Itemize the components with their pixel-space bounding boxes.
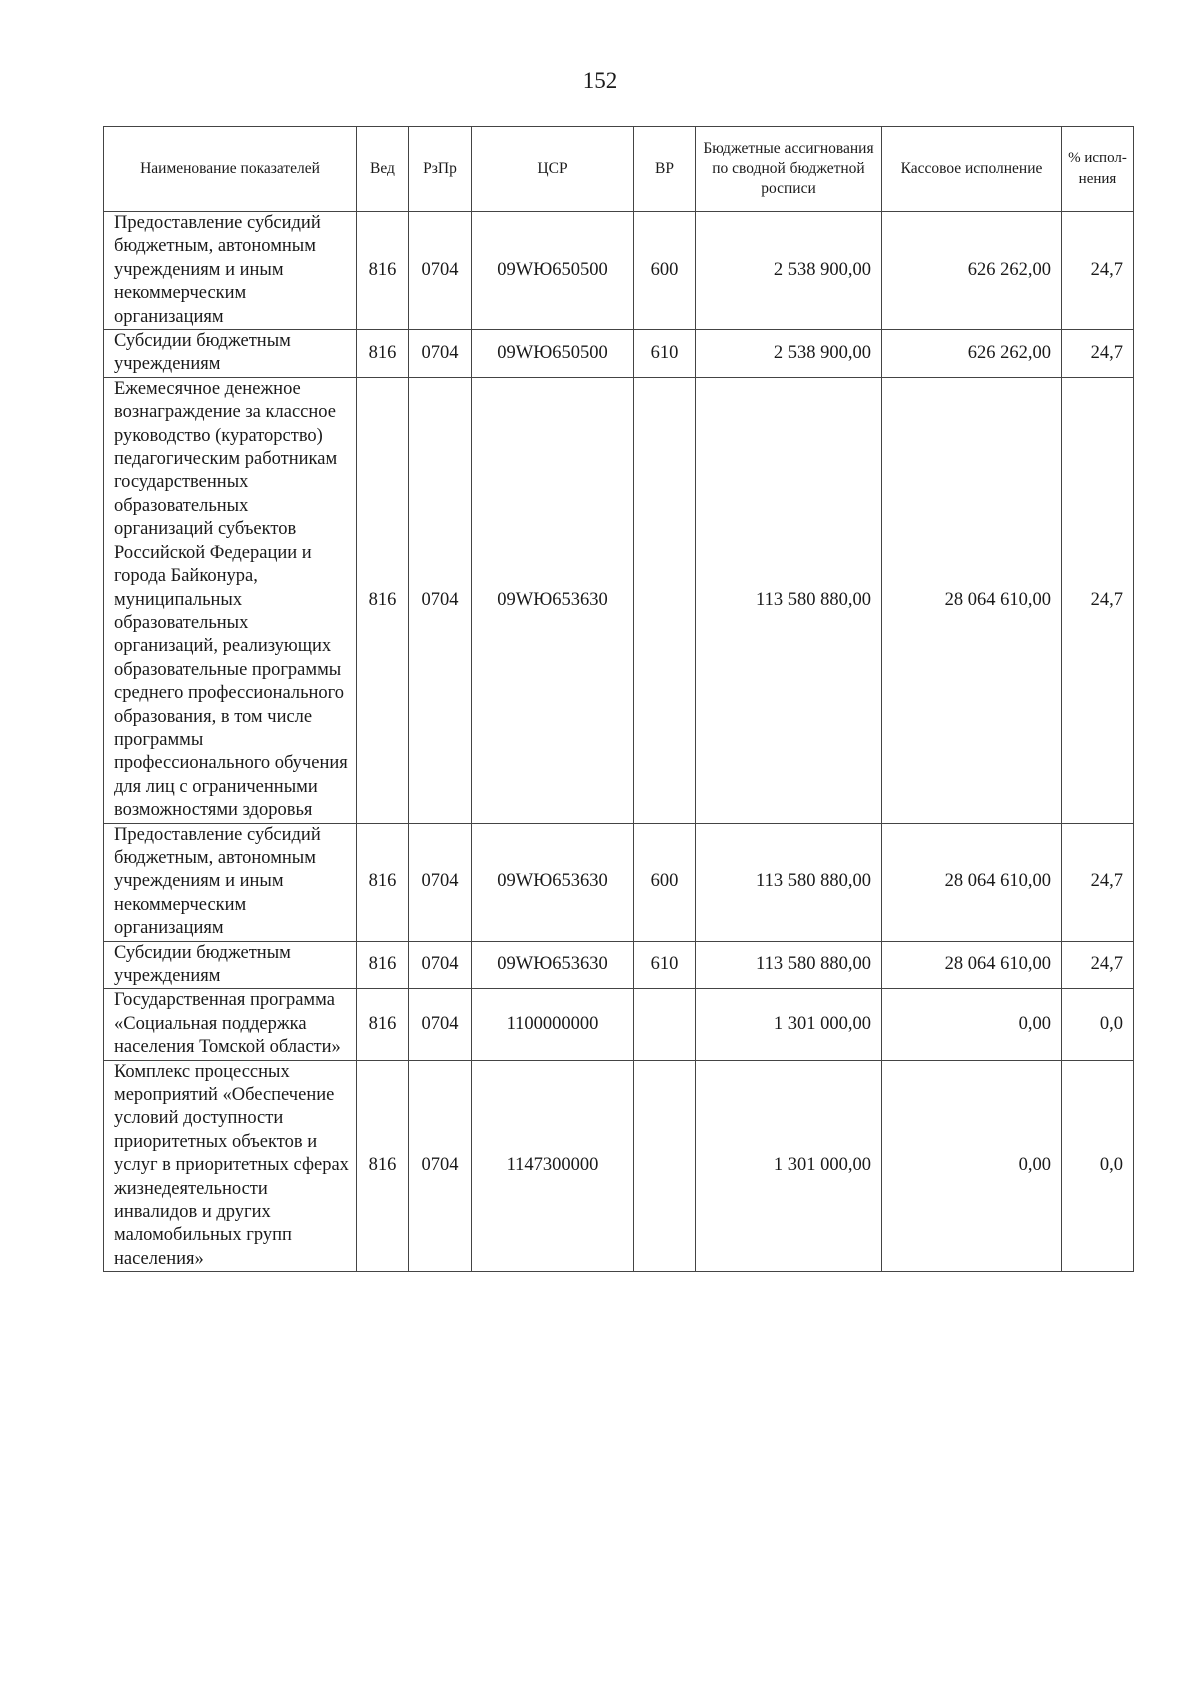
row-cash: 28 064 610,00 — [882, 823, 1062, 941]
header-percent: % испол-нения — [1062, 127, 1134, 212]
row-percent: 24,7 — [1062, 823, 1134, 941]
row-csr: 09WЮ650500 — [472, 330, 634, 378]
row-cash: 0,00 — [882, 989, 1062, 1060]
table-row — [104, 941, 1134, 989]
page-number: 152 — [582, 68, 618, 93]
table-row — [104, 823, 1134, 941]
row-csr: 1100000000 — [472, 989, 634, 1060]
row-vr — [634, 1060, 696, 1272]
row-vr: 610 — [634, 941, 696, 989]
row-vr: 600 — [634, 823, 696, 941]
row-percent: 0,0 — [1062, 1060, 1134, 1272]
row-ved: 816 — [357, 941, 409, 989]
row-name: Государственная программа «Социальная поддержка населения Томской области» — [104, 989, 357, 1060]
row-ved: 816 — [357, 989, 409, 1060]
header-row — [104, 127, 1134, 212]
header-cash: Кассовое исполнение — [882, 127, 1062, 212]
row-name: Субсидии бюджетным учреждениям — [104, 941, 357, 989]
row-csr: 1147300000 — [472, 1060, 634, 1272]
row-name: Предоставление субсидий бюджетным, автономным учреждениям и иным некоммерческим организациям — [104, 823, 357, 941]
row-budget: 1 301 000,00 — [696, 989, 882, 1060]
table-row — [104, 330, 1134, 378]
row-budget: 1 301 000,00 — [696, 1060, 882, 1272]
row-rzpr: 0704 — [409, 330, 472, 378]
row-rzpr: 0704 — [409, 989, 472, 1060]
table-row — [104, 212, 1134, 330]
row-percent: 0,0 — [1062, 989, 1134, 1060]
row-vr — [634, 377, 696, 823]
row-budget: 113 580 880,00 — [696, 823, 882, 941]
row-vr: 610 — [634, 330, 696, 378]
row-percent: 24,7 — [1062, 330, 1134, 378]
row-budget: 2 538 900,00 — [696, 212, 882, 330]
table-row — [104, 1060, 1134, 1272]
header-ved: Вед — [357, 127, 409, 212]
row-ved: 816 — [357, 377, 409, 823]
header-budget: Бюджетные ассигнования по сводной бюджетной росписи — [696, 127, 882, 212]
row-budget: 2 538 900,00 — [696, 330, 882, 378]
row-csr: 09WЮ653630 — [472, 823, 634, 941]
table-row — [104, 377, 1134, 823]
row-percent: 24,7 — [1062, 212, 1134, 330]
header-name: Наименование показателей — [104, 127, 357, 212]
row-ved: 816 — [357, 1060, 409, 1272]
row-cash: 28 064 610,00 — [882, 377, 1062, 823]
row-vr: 600 — [634, 212, 696, 330]
row-cash: 626 262,00 — [882, 330, 1062, 378]
header-csr: ЦСР — [472, 127, 634, 212]
row-csr: 09WЮ650500 — [472, 212, 634, 330]
row-ved: 816 — [357, 330, 409, 378]
row-name: Субсидии бюджетным учреждениям — [104, 330, 357, 378]
row-budget: 113 580 880,00 — [696, 377, 882, 823]
row-rzpr: 0704 — [409, 823, 472, 941]
row-name: Комплекс процессных мероприятий «Обеспечение условий доступности приоритетных объектов и услуг в приоритетных сферах жизнедеятельности инвалидов и других маломобильных групп населения» — [104, 1060, 357, 1272]
row-cash: 626 262,00 — [882, 212, 1062, 330]
row-budget: 113 580 880,00 — [696, 941, 882, 989]
row-percent: 24,7 — [1062, 377, 1134, 823]
budget-table — [103, 126, 1134, 1272]
row-cash: 28 064 610,00 — [882, 941, 1062, 989]
row-rzpr: 0704 — [409, 941, 472, 989]
row-rzpr: 0704 — [409, 212, 472, 330]
row-csr: 09WЮ653630 — [472, 377, 634, 823]
row-cash: 0,00 — [882, 1060, 1062, 1272]
row-name: Предоставление субсидий бюджетным, автономным учреждениям и иным некоммерческим организациям — [104, 212, 357, 330]
row-percent: 24,7 — [1062, 941, 1134, 989]
row-ved: 816 — [357, 823, 409, 941]
header-rzpr: РзПр — [409, 127, 472, 212]
row-rzpr: 0704 — [409, 1060, 472, 1272]
row-ved: 816 — [357, 212, 409, 330]
table-row — [104, 989, 1134, 1060]
row-vr — [634, 989, 696, 1060]
row-name: Ежемесячное денежное вознаграждение за классное руководство (кураторство) педагогическим работникам государственных образовательных организаций субъектов Российской Федерации и города Байконура, муниципальных образовательных организаций, реализующих образовательные программы среднего профессионального образования, в том числе программы профессионального обучения для лиц с ограниченными возможностями здоровья — [104, 377, 357, 823]
row-rzpr: 0704 — [409, 377, 472, 823]
row-csr: 09WЮ653630 — [472, 941, 634, 989]
header-vr: ВР — [634, 127, 696, 212]
